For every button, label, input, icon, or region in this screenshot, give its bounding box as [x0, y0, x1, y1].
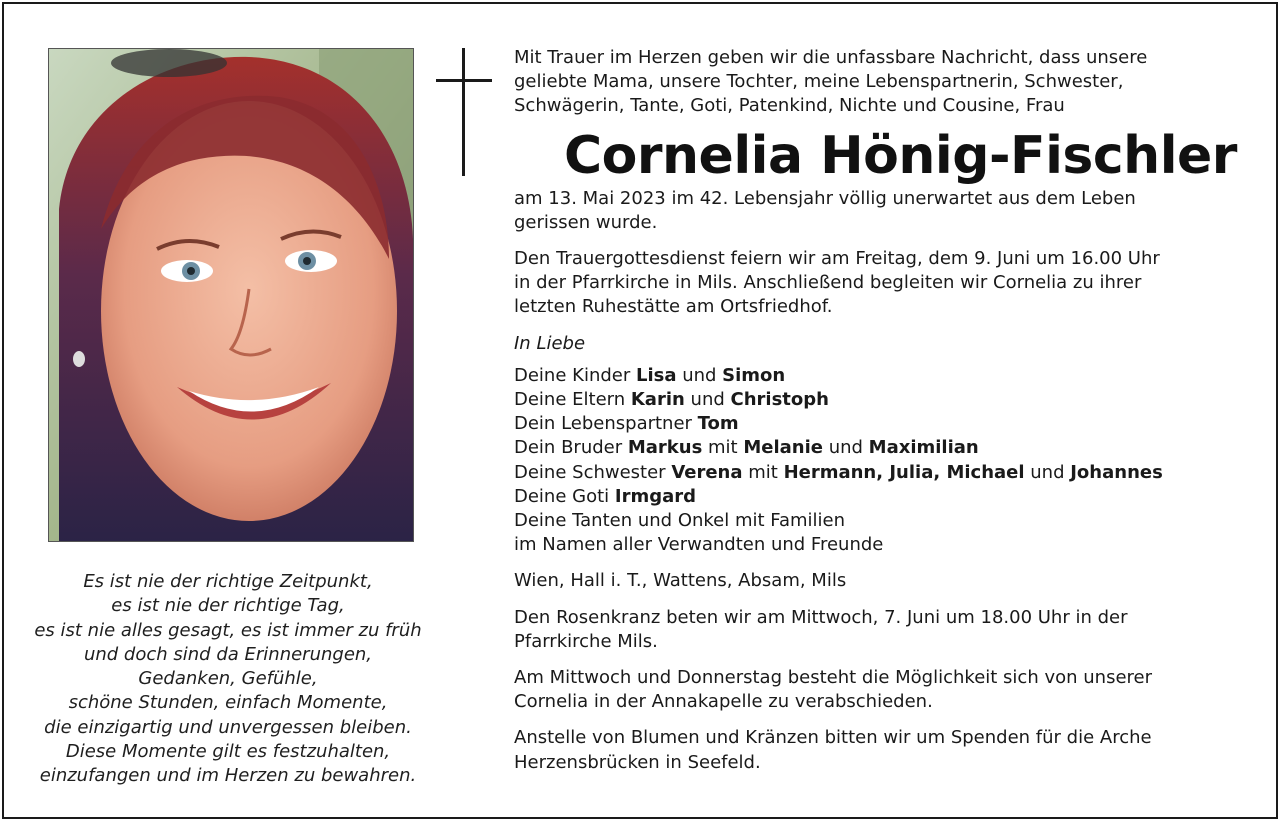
mourner-relation: Deine Goti — [514, 485, 615, 507]
mourner-line — [514, 436, 1244, 460]
mourner-name: Irmgard — [614, 485, 697, 507]
in-love-label: In Liebe — [514, 332, 586, 354]
deceased-name: Cornelia Hönig-Fischler — [564, 125, 1237, 186]
mourner-line — [514, 412, 1244, 436]
mourner-line — [514, 461, 1244, 485]
places-line: Wien, Hall i. T., Wattens, Absam, Mils — [514, 570, 847, 592]
obituary-text — [514, 46, 1244, 775]
poem-line: es ist nie alles gesagt, es ist immer zu früh — [34, 619, 422, 641]
poem-line: Gedanken, Gefühle, — [138, 668, 318, 690]
mourner-line — [514, 485, 1244, 509]
mourner-line — [514, 533, 1244, 557]
mourner-relation: und — [676, 364, 723, 386]
memorial-poem — [28, 570, 428, 789]
mourner-relation: und — [1024, 461, 1071, 483]
mourner-relation: Deine Tanten und Onkel mit Familien — [514, 510, 846, 532]
portrait-image — [49, 49, 413, 541]
mourner-relation: Deine Eltern — [514, 389, 631, 411]
mourner-relation: mit — [702, 437, 744, 459]
intro-line: Mit Trauer im Herzen geben wir die unfassbare Nachricht, dass unsere — [514, 47, 1148, 68]
funeral-service-line: Den Trauergottesdienst feiern wir am Freitag, dem 9. Juni um 16.00 Uhr — [514, 248, 1160, 270]
farewell-line: Cornelia in der Annakapelle zu verabschieden. — [514, 691, 933, 713]
intro-line: Schwägerin, Tante, Goti, Patenkind, Nichte und Cousine, Frau — [514, 95, 1065, 117]
mourner-relation: mit — [742, 461, 784, 483]
cross-icon-bar — [436, 79, 492, 82]
poem-line: und doch sind da Erinnerungen, — [83, 643, 373, 665]
mourner-name: Hermann, Julia, Michael — [783, 461, 1025, 483]
mourner-line — [514, 364, 1244, 388]
mourner-name: Maximilian — [868, 437, 979, 459]
donations-line: Anstelle von Blumen und Kränzen bitten wir um Spenden für die Arche — [514, 727, 1152, 749]
mourner-name: Karin — [630, 389, 685, 411]
mourner-relation: Dein Bruder — [514, 437, 628, 459]
mourner-name: Verena — [671, 461, 743, 483]
obituary-card — [2, 2, 1278, 819]
mourner-name: Simon — [722, 364, 786, 386]
funeral-service-line: in der Pfarrkirche in Mils. Anschließend begleiten wir Cornelia zu ihrer — [514, 272, 1142, 294]
poem-line: die einzigartig und unvergessen bleiben. — [44, 716, 412, 738]
portrait-photo — [48, 48, 414, 542]
mourner-line — [514, 509, 1244, 533]
mourner-name: Christoph — [730, 389, 829, 411]
intro-line: geliebte Mama, unsere Tochter, meine Lebenspartnerin, Schwester, — [514, 71, 1124, 93]
donations-line: Herzensbrücken in Seefeld. — [514, 751, 761, 773]
mourner-relation: im Namen aller Verwandten und Freunde — [514, 534, 884, 556]
poem-line: schöne Stunden, einfach Momente, — [68, 692, 388, 714]
rosary-line: Pfarrkirche Mils. — [514, 630, 658, 652]
mourner-name: Tom — [697, 413, 739, 435]
mourner-relation: Dein Lebenspartner — [514, 413, 698, 435]
mourner-name: Melanie — [743, 437, 823, 459]
mourner-name: Johannes — [1070, 461, 1163, 483]
funeral-service-line: letzten Ruhestätte am Ortsfriedhof. — [514, 296, 833, 318]
mourner-relation: Deine Schwester — [514, 461, 672, 483]
mourner-relation: und — [822, 437, 869, 459]
cross-icon — [462, 48, 465, 176]
mourner-line — [514, 388, 1244, 412]
poem-line: Diese Momente gilt es festzuhalten, — [65, 741, 391, 763]
poem-line: einzufangen und im Herzen zu bewahren. — [39, 765, 417, 787]
mourners-list — [514, 364, 1244, 558]
mourner-relation: Deine Kinder — [514, 364, 636, 386]
mourner-name: Lisa — [635, 364, 677, 386]
rosary-line: Den Rosenkranz beten wir am Mittwoch, 7. Juni um 18.00 Uhr in der — [514, 606, 1128, 628]
death-notice-line: gerissen wurde. — [514, 211, 658, 233]
farewell-line: Am Mittwoch und Donnerstag besteht die Möglichkeit sich von unserer — [514, 667, 1152, 689]
death-notice-line: am 13. Mai 2023 im 42. Lebensjahr völlig unerwartet aus dem Leben — [514, 187, 1136, 209]
poem-line: es ist nie der richtige Tag, — [111, 595, 345, 617]
mourner-relation: und — [684, 389, 731, 411]
poem-line: Es ist nie der richtige Zeitpunkt, — [83, 571, 373, 592]
mourner-name: Markus — [627, 437, 703, 459]
